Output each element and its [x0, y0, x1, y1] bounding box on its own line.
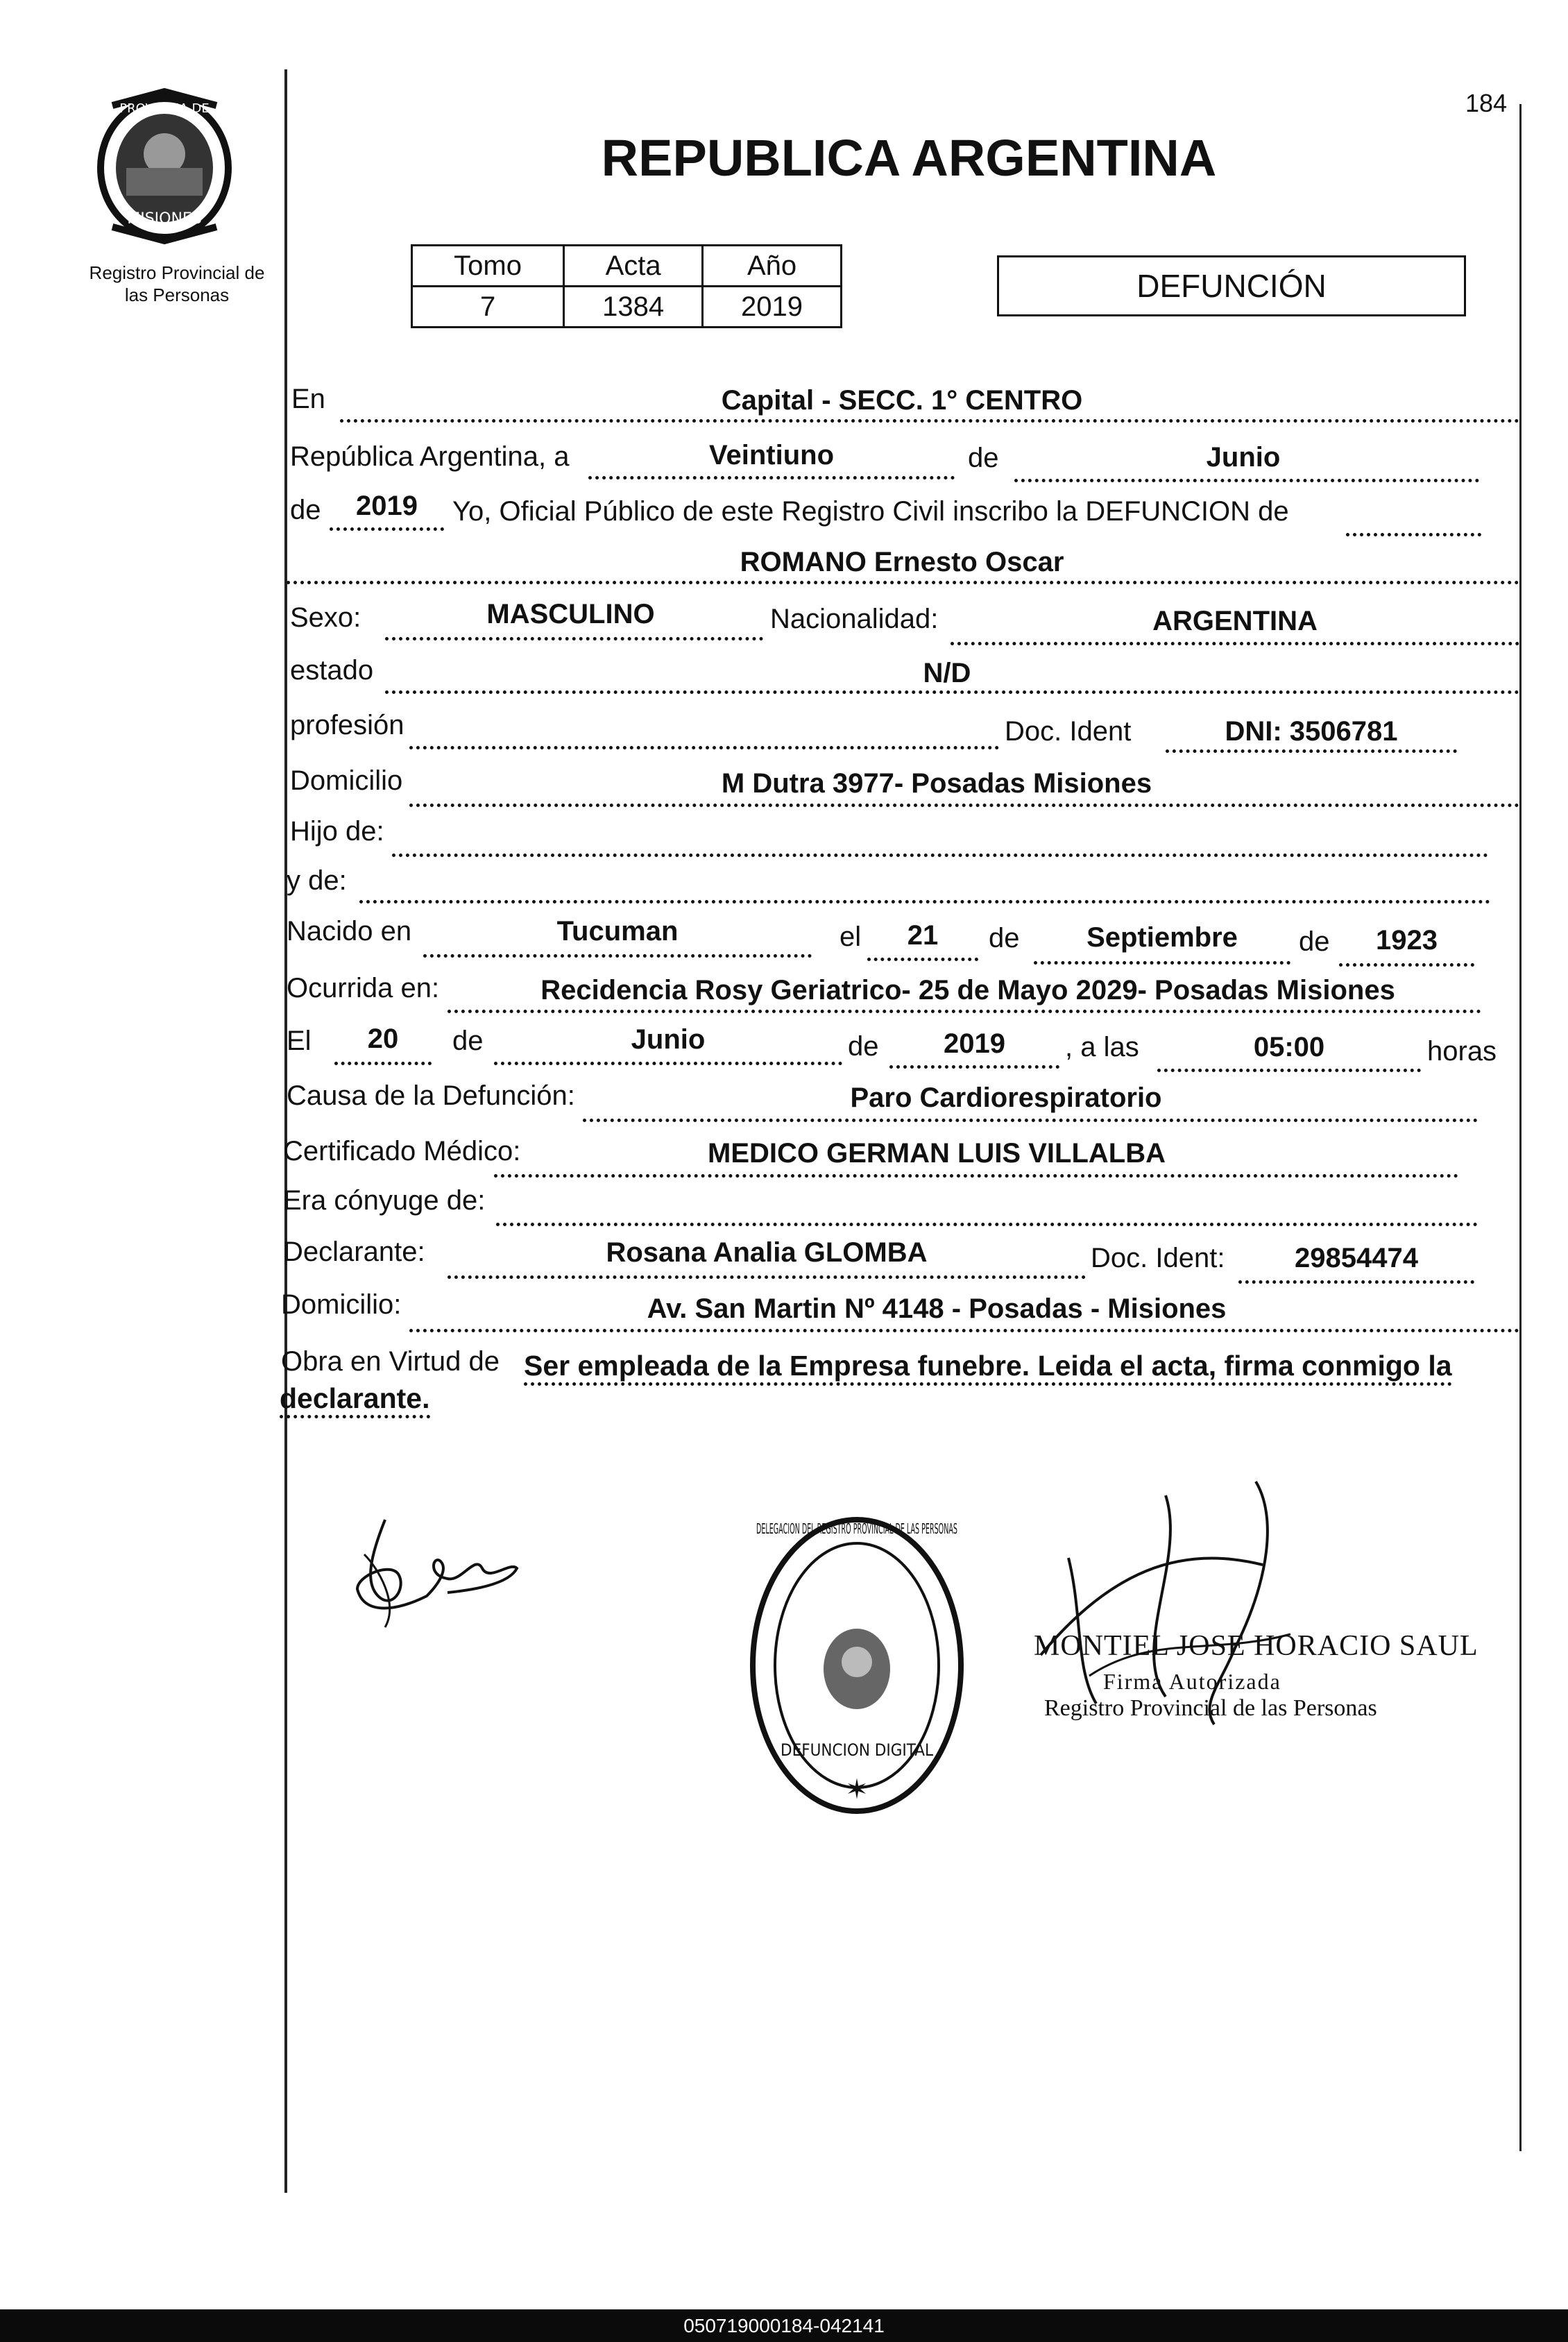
label-de-2: de — [290, 495, 321, 525]
record-number-table — [411, 244, 842, 328]
value-obra-line1: Ser empleada de la Empresa funebre. Leida el acta, firma conmigo la — [524, 1350, 1452, 1386]
dots-profesion — [409, 746, 999, 749]
label-estado: estado — [290, 655, 374, 686]
label-domicilio: Domicilio — [290, 765, 403, 796]
dots-nombre — [287, 581, 1519, 584]
value-fallecido-mes: Junio — [631, 1024, 706, 1055]
right-margin-line — [1519, 104, 1522, 2151]
dots-domicilio — [409, 804, 1519, 807]
signatory-name: MONTIEL JOSE HORACIO SAUL — [1034, 1630, 1478, 1662]
dots-mes — [1014, 479, 1479, 482]
value-anio: 2019 — [356, 491, 418, 521]
label-en: En — [291, 384, 325, 414]
value-hora: 05:00 — [1253, 1032, 1325, 1062]
registry-name-line2: las Personas — [124, 285, 230, 305]
stamp-outer-text: DELEGACION DEL REGISTRO PROVINCIAL DE LAS PERSONAS — [756, 1520, 957, 1537]
page-number: 184 — [1465, 89, 1508, 117]
stamp-star-icon: ✶ — [845, 1774, 869, 1805]
label-sexo: Sexo: — [290, 602, 361, 633]
label-y-de: y de: — [287, 865, 347, 896]
label-republica: República Argentina, a — [290, 441, 570, 472]
label-obra: Obra en Virtud de — [281, 1346, 500, 1377]
value-causa: Paro Cardiorespiratorio — [850, 1083, 1162, 1113]
country-title: REPUBLICA ARGENTINA — [601, 129, 1217, 187]
dots-dia-texto — [588, 476, 955, 480]
dots-fallecido-mes — [494, 1062, 842, 1065]
value-ocurrida: Recidencia Rosy Geriatrico- 25 de Mayo 2029- Posadas Misiones — [540, 975, 1395, 1005]
dots-declarante-domicilio — [409, 1329, 1519, 1332]
value-nacido-dia: 21 — [907, 920, 939, 951]
record-type-label: DEFUNCIÓN — [1136, 268, 1327, 304]
label-ocurrida-en: Ocurrida en: — [287, 973, 440, 1003]
signatory-office: Registro Provincial de las Personas — [1044, 1695, 1377, 1721]
stamp-inner-text: DEFUNCION DIGITAL — [781, 1740, 934, 1760]
dots-fallecido-dia — [334, 1062, 432, 1065]
label-declarante: Declarante: — [283, 1237, 425, 1267]
label-de-1: de — [968, 443, 999, 473]
value-nacido-mes: Septiembre — [1086, 922, 1238, 953]
dots-sexo — [385, 637, 763, 640]
dots-certificado — [494, 1174, 1458, 1178]
declarant-signature-icon — [343, 1513, 524, 1631]
value-nacido-lugar: Tucuman — [556, 916, 679, 947]
label-doc-ident: Doc. Ident — [1005, 716, 1132, 747]
value-mes: Junio — [1206, 442, 1281, 473]
value-domicilio: M Dutra 3977- Posadas Misiones — [721, 768, 1152, 799]
value-declarante-domicilio: Av. San Martin Nº 4148 - Posadas - Misiones — [647, 1293, 1227, 1324]
label-a-las: , a las — [1065, 1032, 1139, 1062]
dots-nacionalidad — [951, 642, 1519, 645]
label-nacionalidad: Nacionalidad: — [770, 604, 939, 634]
label-profesion: profesión — [290, 710, 404, 740]
record-table-header-row — [412, 246, 842, 287]
table-header-acta: Acta — [564, 246, 703, 287]
value-dni: DNI: 3506781 — [1225, 716, 1398, 747]
dots-fallecido-anio — [889, 1065, 1059, 1069]
dots-anio — [330, 527, 444, 531]
table-value-anio: 2019 — [703, 287, 842, 328]
label-domicilio-2: Domicilio: — [281, 1289, 402, 1320]
dots-nacido-mes — [1034, 961, 1290, 965]
seal-text-bottom: MISIONES — [127, 210, 202, 228]
label-de-6: de — [848, 1031, 879, 1062]
seal-text-top: PROVINCIA DE — [119, 101, 210, 116]
record-table-value-row — [412, 287, 842, 328]
label-hijo-de: Hijo de: — [290, 816, 384, 847]
dots-y-de — [359, 900, 1490, 903]
provincia-misiones-seal-icon — [85, 85, 244, 244]
dots-nacido-lugar — [423, 954, 812, 958]
value-lugar: Capital - SECC. 1° CENTRO — [721, 385, 1083, 416]
label-de-3: de — [989, 923, 1020, 953]
label-horas: horas — [1427, 1036, 1497, 1067]
footer-barcode-text: 050719000184-042141 — [683, 2315, 885, 2336]
value-nacido-anio: 1923 — [1376, 925, 1438, 956]
value-certificado: MEDICO GERMAN LUIS VILLALBA — [708, 1138, 1166, 1169]
value-obra-line2: declarante. — [280, 1382, 430, 1418]
label-nacido-en: Nacido en — [287, 916, 412, 947]
dots-tail-1 — [1346, 533, 1481, 536]
table-value-tomo: 7 — [412, 287, 564, 328]
value-nombre: ROMANO Ernesto Oscar — [740, 547, 1064, 577]
value-declarante-doc: 29854474 — [1295, 1243, 1418, 1273]
footer-barcode-bar — [0, 2309, 1568, 2342]
table-value-acta: 1384 — [564, 287, 703, 328]
value-dia-texto: Veintiuno — [709, 440, 834, 470]
dots-causa — [583, 1119, 1478, 1122]
label-yo-oficial: Yo, Oficial Público de este Registro Civil inscribo la DEFUNCION de — [452, 496, 1289, 527]
label-el: el — [840, 922, 862, 952]
label-conyuge: Era cónyuge de: — [283, 1185, 486, 1216]
dots-hijo-de — [392, 854, 1488, 857]
record-type-box — [997, 255, 1466, 316]
value-fallecido-anio: 2019 — [944, 1028, 1005, 1059]
label-certificado: Certificado Médico: — [283, 1136, 521, 1166]
dots-nacido-dia — [867, 958, 978, 961]
left-margin-line — [284, 69, 287, 2193]
registry-name-line1: Registro Provincial de — [89, 262, 265, 283]
dots-lugar — [340, 419, 1519, 423]
dots-hora — [1157, 1069, 1421, 1072]
value-nacionalidad: ARGENTINA — [1152, 606, 1318, 636]
dots-declarante-doc — [1238, 1280, 1474, 1284]
dots-conyuge — [496, 1223, 1478, 1226]
table-header-anio: Año — [703, 246, 842, 287]
label-causa: Causa de la Defunción: — [287, 1080, 575, 1111]
value-estado: N/D — [923, 658, 971, 688]
signatory-title: Firma Autorizada — [1103, 1669, 1281, 1694]
label-el-cap: El — [287, 1026, 312, 1056]
delegacion-stamp-icon — [746, 1513, 968, 1818]
label-de-5: de — [452, 1026, 484, 1056]
value-fallecido-dia: 20 — [367, 1024, 399, 1054]
label-de-4: de — [1299, 926, 1330, 957]
label-doc-ident-2: Doc. Ident: — [1091, 1243, 1225, 1273]
dots-declarante — [448, 1275, 1086, 1279]
dots-ocurrida — [448, 1010, 1481, 1013]
dots-dni — [1166, 749, 1457, 753]
dots-estado — [385, 690, 1519, 694]
dots-nacido-anio — [1339, 963, 1474, 967]
table-header-tomo: Tomo — [412, 246, 564, 287]
value-sexo: MASCULINO — [486, 599, 655, 629]
value-declarante: Rosana Analia GLOMBA — [606, 1237, 928, 1268]
